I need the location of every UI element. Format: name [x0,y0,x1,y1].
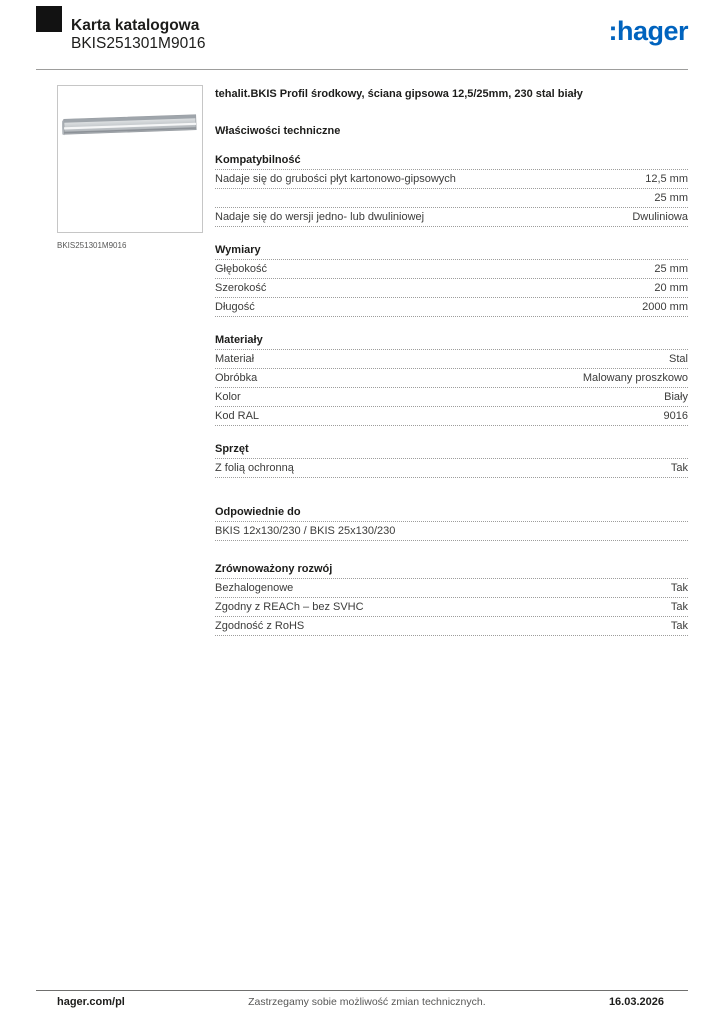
spec-label: Nadaje się do wersji jedno- lub dwuliniowej [215,211,425,223]
section-compatibility [215,154,688,227]
spec-value: 25 mm [654,192,688,204]
compatible-products: BKIS 12x130/230 / BKIS 25x130/230 [215,522,688,541]
spec-label: Materiał [215,353,255,365]
spec-label: Długość [215,301,255,313]
spec-row [215,617,688,636]
page-footer [36,990,688,1008]
spec-label: Zgodność z RoHS [215,620,305,632]
spec-value: 12,5 mm [645,173,688,185]
header-left [36,6,205,53]
spec-row [215,579,688,598]
section-sustainability [215,563,688,636]
section-suitable-for [215,506,688,541]
spec-label: Bezhalogenowe [215,582,294,594]
spec-row [215,189,688,208]
spec-row [215,598,688,617]
spec-value: 2000 mm [642,301,688,313]
spec-value: Tak [670,462,688,474]
section-title: Odpowiednie do [215,506,688,522]
section-title: Sprzęt [215,443,688,459]
spec-label: Szerokość [215,282,267,294]
section-title: Zrównoważony rozwój [215,563,688,579]
spec-label: Głębokość [215,263,267,275]
section-dimensions [215,244,688,317]
brand-square [36,6,62,32]
section-title: Wymiary [215,244,688,260]
product-title: tehalit.BKIS Profil środkowy, ściana gipsowa 12,5/25mm, 230 stal biały [215,88,583,100]
spec-label: Z folią ochronną [215,462,294,474]
product-image-box [57,85,203,233]
section-materials [215,334,688,426]
spec-row [215,279,688,298]
product-profile-image [62,100,198,150]
technical-properties-heading: Właściwości techniczne [215,125,341,137]
hager-logo [608,6,688,46]
spec-value: Tak [670,620,688,632]
section-title: Kompatybilność [215,154,688,170]
footer-disclaimer: Zastrzegamy sobie możliwość zmian technicznych. [248,996,486,1008]
spec-row [215,369,688,388]
spec-row [215,260,688,279]
footer-date: 16.03.2026 [608,996,664,1008]
page-title: Karta katalogowa [71,17,200,34]
footer-site: hager.com/pl [57,996,125,1008]
product-image-caption: BKIS251301M9016 [57,241,127,250]
spec-value: 9016 [663,410,688,422]
section-title: Materiały [215,334,688,350]
spec-row [215,208,688,227]
page-header [0,0,724,53]
spec-value: Tak [670,601,688,613]
spec-row [215,170,688,189]
header-titles [71,6,205,53]
section-equipment [215,443,688,478]
spec-value: Tak [670,582,688,594]
spec-label: Nadaje się do grubości płyt kartonowo-gipsowych [215,173,456,185]
content [0,70,724,636]
spec-label: Kod RAL [215,410,260,422]
spec-value: 20 mm [654,282,688,294]
right-column [203,85,688,636]
spec-value: Biały [664,391,688,403]
logo-text: hager [616,16,688,46]
spec-row [215,298,688,317]
spec-label: Zgodny z REACh – bez SVHC [215,601,364,613]
spec-value: Malowany proszkowo [582,372,688,384]
spec-label: Kolor [215,391,241,403]
spec-value: Dwuliniowa [632,211,688,223]
header-product-id: BKIS251301M9016 [71,35,206,52]
spec-row [215,407,688,426]
spec-value: Stal [669,353,688,365]
spec-row [215,350,688,369]
spec-row [215,388,688,407]
spec-row [215,459,688,478]
spec-value: 25 mm [654,263,688,275]
spec-label: Obróbka [215,372,258,384]
left-column [36,85,203,636]
logo-colon: : [608,16,617,46]
